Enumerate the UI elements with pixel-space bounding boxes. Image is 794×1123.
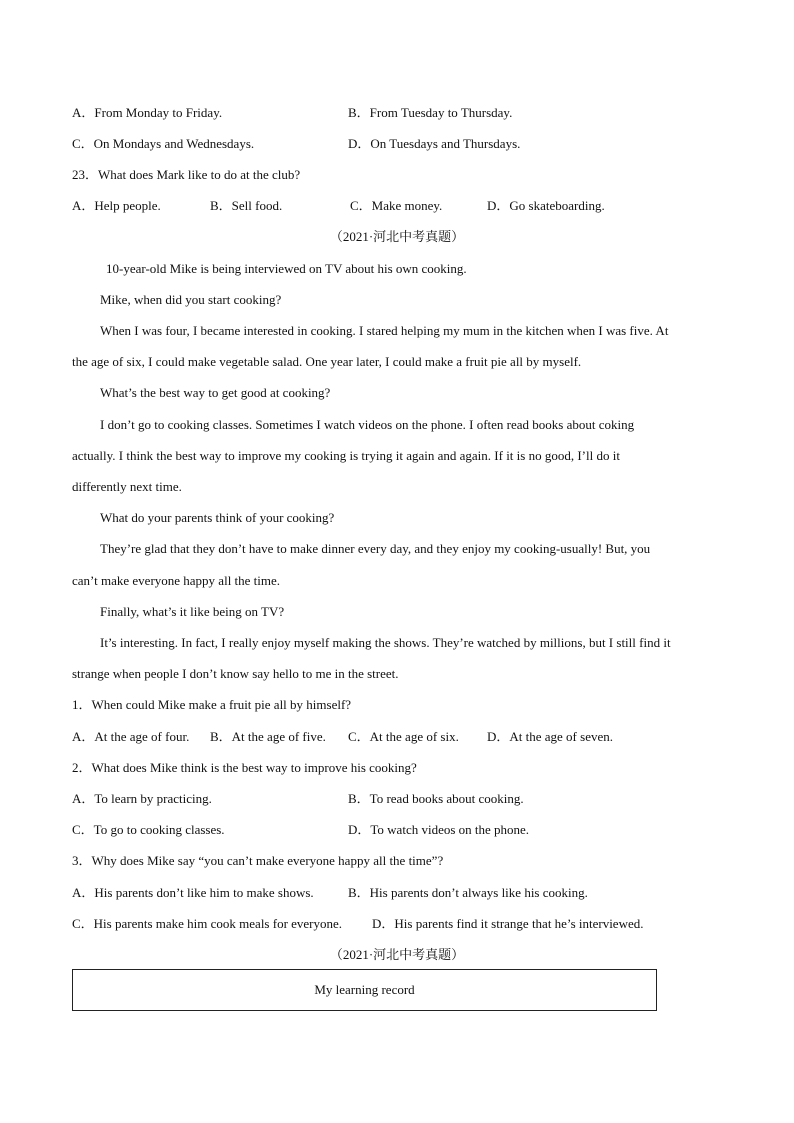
question-1-option-c: C．At the age of six. — [348, 729, 459, 744]
question-2-option-b: B．To read books about cooking. — [348, 791, 524, 806]
q22-option-b: B．From Tuesday to Thursday. — [348, 105, 513, 120]
q23-option-b: B．Sell food. — [210, 198, 283, 213]
interview-answer-3-line-2: can’t make everyone happy all the time. — [72, 573, 281, 588]
interview-question-3: What do your parents think of your cooking? — [100, 510, 335, 525]
q23-option-d: D．Go skateboarding. — [487, 198, 605, 213]
interview-question-2: What’s the best way to get good at cooking? — [100, 385, 331, 400]
q22-option-a: A．From Monday to Friday. — [72, 105, 223, 120]
interview-question-4: Finally, what’s it like being on TV? — [100, 604, 285, 619]
interview-answer-2-line-3: differently next time. — [72, 479, 182, 494]
interview-answer-4-line-2: strange when people I don’t know say hello to me in the street. — [72, 666, 399, 681]
interview-answer-4-line-1: It’s interesting. In fact, I really enjoy myself making the shows. They’re watched by millions, but I still find it — [100, 635, 671, 650]
interview-answer-3-line-1: They’re glad that they don’t have to make dinner every day, and they enjoy my cooking-usually! But, you — [100, 541, 651, 556]
q23-option-c: C．Make money. — [350, 198, 443, 213]
source-label: （2021·河北中考真题） — [329, 229, 465, 244]
table-title: My learning record — [314, 982, 415, 997]
q22-option-c: C．On Mondays and Wednesdays. — [72, 136, 255, 151]
question-2-option-c: C．To go to cooking classes. — [72, 822, 225, 837]
interview-answer-1-line-1: When I was four, I became interested in cooking. I stared helping my mum in the kitchen when I was five. At — [100, 323, 669, 338]
question-3-option-b: B．His parents don’t always like his cooking. — [348, 885, 588, 900]
passage-intro: 10-year-old Mike is being interviewed on TV about his own cooking. — [106, 261, 467, 276]
interview-answer-1-line-2: the age of six, I could make vegetable salad. One year later, I could make a fruit pie all by myself. — [72, 354, 582, 369]
question-2: 2．What does Mike think is the best way to improve his cooking? — [72, 760, 417, 775]
question-3-option-a: A．His parents don’t like him to make shows. — [72, 885, 314, 900]
learning-record-table — [72, 969, 657, 1011]
question-1-option-b: B．At the age of five. — [210, 729, 326, 744]
question-3: 3．Why does Mike say “you can’t make everyone happy all the time”? — [72, 853, 444, 868]
question-1-option-d: D．At the age of seven. — [487, 729, 613, 744]
question-1: 1．When could Mike make a fruit pie all by himself? — [72, 697, 352, 712]
question-1-option-a: A．At the age of four. — [72, 729, 190, 744]
source-label: （2021·河北中考真题） — [329, 947, 465, 962]
q22-option-d: D．On Tuesdays and Thursdays. — [348, 136, 521, 151]
q23-option-a: A．Help people. — [72, 198, 161, 213]
interview-answer-2-line-1: I don’t go to cooking classes. Sometimes I watch videos on the phone. I often read books about coking — [100, 417, 635, 432]
question-2-option-d: D．To watch videos on the phone. — [348, 822, 530, 837]
question-3-option-d: D．His parents find it strange that he’s interviewed. — [372, 916, 644, 931]
interview-answer-2-line-2: actually. I think the best way to improve my cooking is trying it again and again. If it is no good, I’ll do it — [72, 448, 620, 463]
interview-question-1: Mike, when did you start cooking? — [100, 292, 282, 307]
question-2-option-a: A．To learn by practicing. — [72, 791, 212, 806]
question-3-option-c: C．His parents make him cook meals for everyone. — [72, 916, 343, 931]
q23-question: 23．What does Mark like to do at the club? — [72, 167, 301, 182]
